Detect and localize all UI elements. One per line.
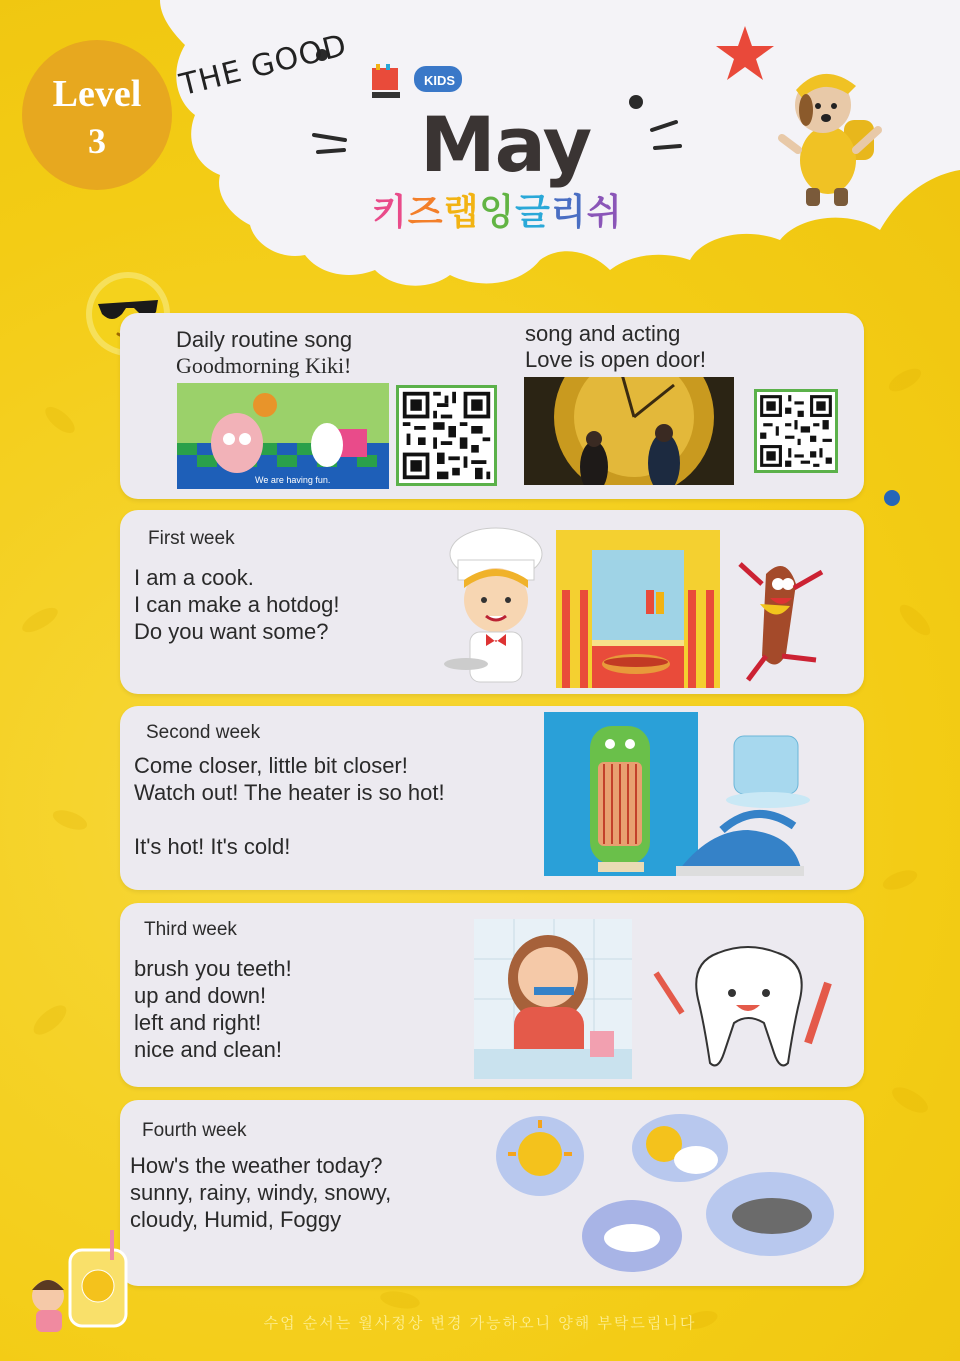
song-2-title: Love is open door!: [525, 347, 707, 372]
week-card-first: [120, 510, 864, 694]
hotdog-character-icon: [726, 544, 836, 684]
lyric-line: How's the weather today?: [130, 1153, 383, 1178]
lyric-line: It's hot! It's cold!: [134, 834, 291, 859]
song-2-type: song and acting: [525, 321, 681, 346]
qr-code-icon: [399, 388, 494, 483]
tooth-icon: [648, 943, 848, 1071]
clock-video-thumbnail-icon: [524, 377, 734, 485]
week-lyrics: [134, 955, 292, 1063]
korean-title-char: 즈: [407, 191, 444, 232]
iron-icon: [676, 814, 804, 876]
week-label: Second week: [146, 722, 261, 743]
qr-code-icon: [757, 392, 835, 470]
kids-logo-text: KIDS: [424, 73, 456, 88]
lyric-line: brush you teeth!: [134, 956, 292, 981]
lyric-line: I can make a hotdog!: [134, 592, 340, 617]
song-2-label: [525, 321, 706, 373]
kiki-video-thumbnail-icon: [177, 383, 389, 489]
girl-brushing-teeth-icon: [474, 919, 632, 1079]
korean-title: [372, 184, 622, 235]
weather-icon: [492, 1104, 842, 1274]
lyric-line: left and right!: [134, 1010, 262, 1035]
footer-note: 수업 순서는 월사정상 변경 가능하오니 양해 부탁드립니다: [263, 1315, 697, 1332]
thumbnail-caption: We are having fun.: [255, 475, 331, 485]
lyric-line: cloudy, Humid, Foggy: [130, 1207, 342, 1232]
handwritten-text: THE GOOD: [176, 27, 351, 104]
week-lyrics: [134, 564, 339, 645]
week-lyrics: [134, 752, 445, 860]
korean-title-char: 리: [550, 191, 587, 232]
lyric-line: sunny, rainy, windy, snowy,: [130, 1180, 392, 1205]
ice-and-iron-icon: [672, 730, 812, 880]
lyric-line: Come closer, little bit closer!: [134, 753, 408, 778]
lyric-line: Do you want some?: [134, 619, 329, 644]
korean-title-char: 쉬: [586, 191, 623, 232]
week-card-fourth: [120, 1100, 864, 1286]
song-1-title: Goodmorning Kiki!: [176, 353, 352, 378]
level-number: 3: [88, 121, 106, 161]
page-title: May: [420, 100, 592, 189]
decorative-dot: [884, 490, 900, 506]
week-card-third: [120, 903, 864, 1087]
korean-title-char: 랩: [443, 191, 480, 232]
hotdog-stand-icon: [556, 530, 720, 688]
korean-title-char: 잉: [479, 191, 516, 232]
song-1-label: [176, 327, 352, 379]
week-label: First week: [148, 528, 235, 549]
song-1-thumbnail[interactable]: [177, 383, 389, 489]
week-label: Third week: [144, 919, 237, 940]
lyric-line: up and down!: [134, 983, 267, 1008]
dog-mascot-icon: [778, 60, 888, 210]
week-card-second: [120, 706, 864, 890]
lyric-line: I am a cook.: [134, 565, 254, 590]
lyric-line: Watch out! The heater is so hot!: [134, 780, 445, 805]
song-2-thumbnail[interactable]: [524, 377, 734, 485]
chef-boy-icon: [438, 524, 558, 688]
korean-title-char: 글: [515, 191, 551, 232]
korean-title-char: 키: [372, 191, 408, 232]
lyric-line: nice and clean!: [134, 1037, 282, 1062]
level-label: Level: [52, 73, 142, 115]
song-2-qr-code[interactable]: [754, 389, 838, 473]
lyric-line: [134, 806, 445, 833]
song-1-qr-code[interactable]: [396, 385, 497, 486]
week-lyrics: [130, 1152, 391, 1233]
level-badge: [22, 40, 172, 190]
ice-cube-icon: [726, 736, 810, 808]
star-icon: [714, 24, 776, 82]
songs-card: [120, 313, 864, 499]
song-1-type: Daily routine song: [176, 327, 353, 352]
week-label: Fourth week: [142, 1120, 247, 1141]
